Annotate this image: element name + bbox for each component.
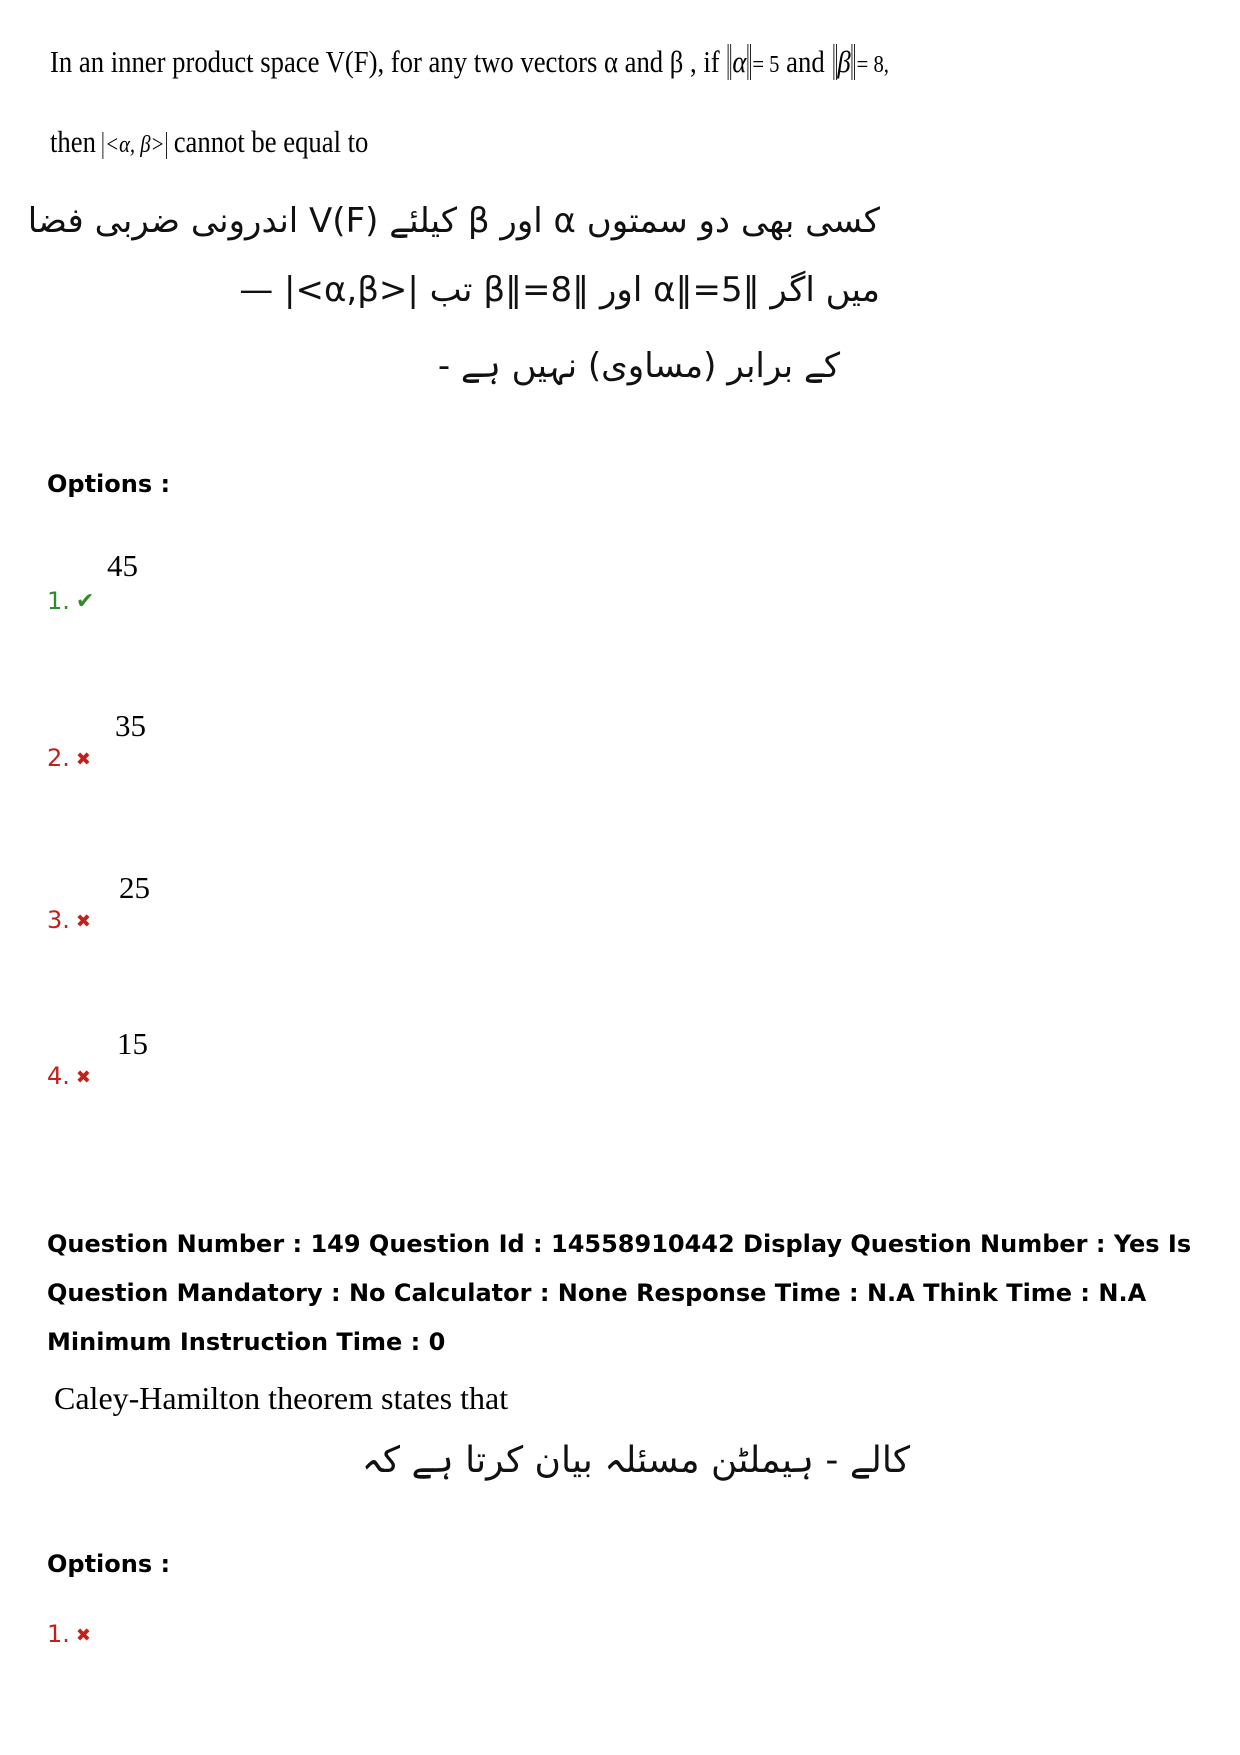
option-1[interactable]: 1. ✔: [47, 587, 95, 615]
question-148-line2: then <α, β> cannot be equal to: [50, 124, 369, 159]
question-148-line1: In an inner product space V(F), for any two vectors α and β , if α = 5 and β = 8,: [50, 44, 889, 79]
option-1-value: 45: [107, 548, 138, 583]
option-3[interactable]: 3. ✖: [47, 906, 91, 934]
cross-icon: ✖: [75, 1625, 91, 1646]
question-149-text: Caley-Hamilton theorem states that: [54, 1380, 509, 1416]
inner-product-abs: <α, β>: [103, 132, 167, 159]
urdu-line-3: کے برابر (مساوی) نہیں ہے -: [437, 346, 840, 386]
question-149-urdu: کالے - ہیملٹن مسئلہ بیان کرتا ہے کہ: [361, 1440, 910, 1481]
option-1-q149[interactable]: 1. ✖: [47, 1620, 91, 1648]
option-2[interactable]: 2. ✖: [47, 744, 91, 772]
question-text: In an inner product space V(F), for any two vectors α and β , if: [50, 44, 720, 79]
cross-icon: ✖: [75, 1067, 91, 1088]
urdu-line-1: کسی بھی دو سمتوں α اور β کیلئے V(F) اندرونی ضربی فضا: [27, 201, 880, 241]
option-4-value: 15: [117, 1026, 148, 1061]
question-149-meta: Question Number : 149 Question Id : 14558910442 Display Question Number : Yes Is Question Mandatory : No Calculator : None Response Time : N.A Think Time : N.A Minimum Instruction Time : 0: [47, 1230, 1192, 1356]
options-label-149: Options :: [47, 1550, 171, 1578]
norm-beta: β: [833, 44, 855, 80]
option-4[interactable]: 4. ✖: [47, 1062, 91, 1090]
check-icon: ✔: [75, 589, 95, 614]
option-2-value: 35: [115, 708, 146, 743]
urdu-line-2: میں اگر ‖α‖=5 اور ‖β‖=8 تب |<α,β>| —: [239, 270, 880, 310]
cross-icon: ✖: [75, 749, 91, 770]
option-3-value: 25: [119, 870, 150, 905]
options-label: Options :: [47, 470, 171, 498]
norm-alpha: α: [728, 44, 751, 80]
cross-icon: ✖: [75, 911, 91, 932]
